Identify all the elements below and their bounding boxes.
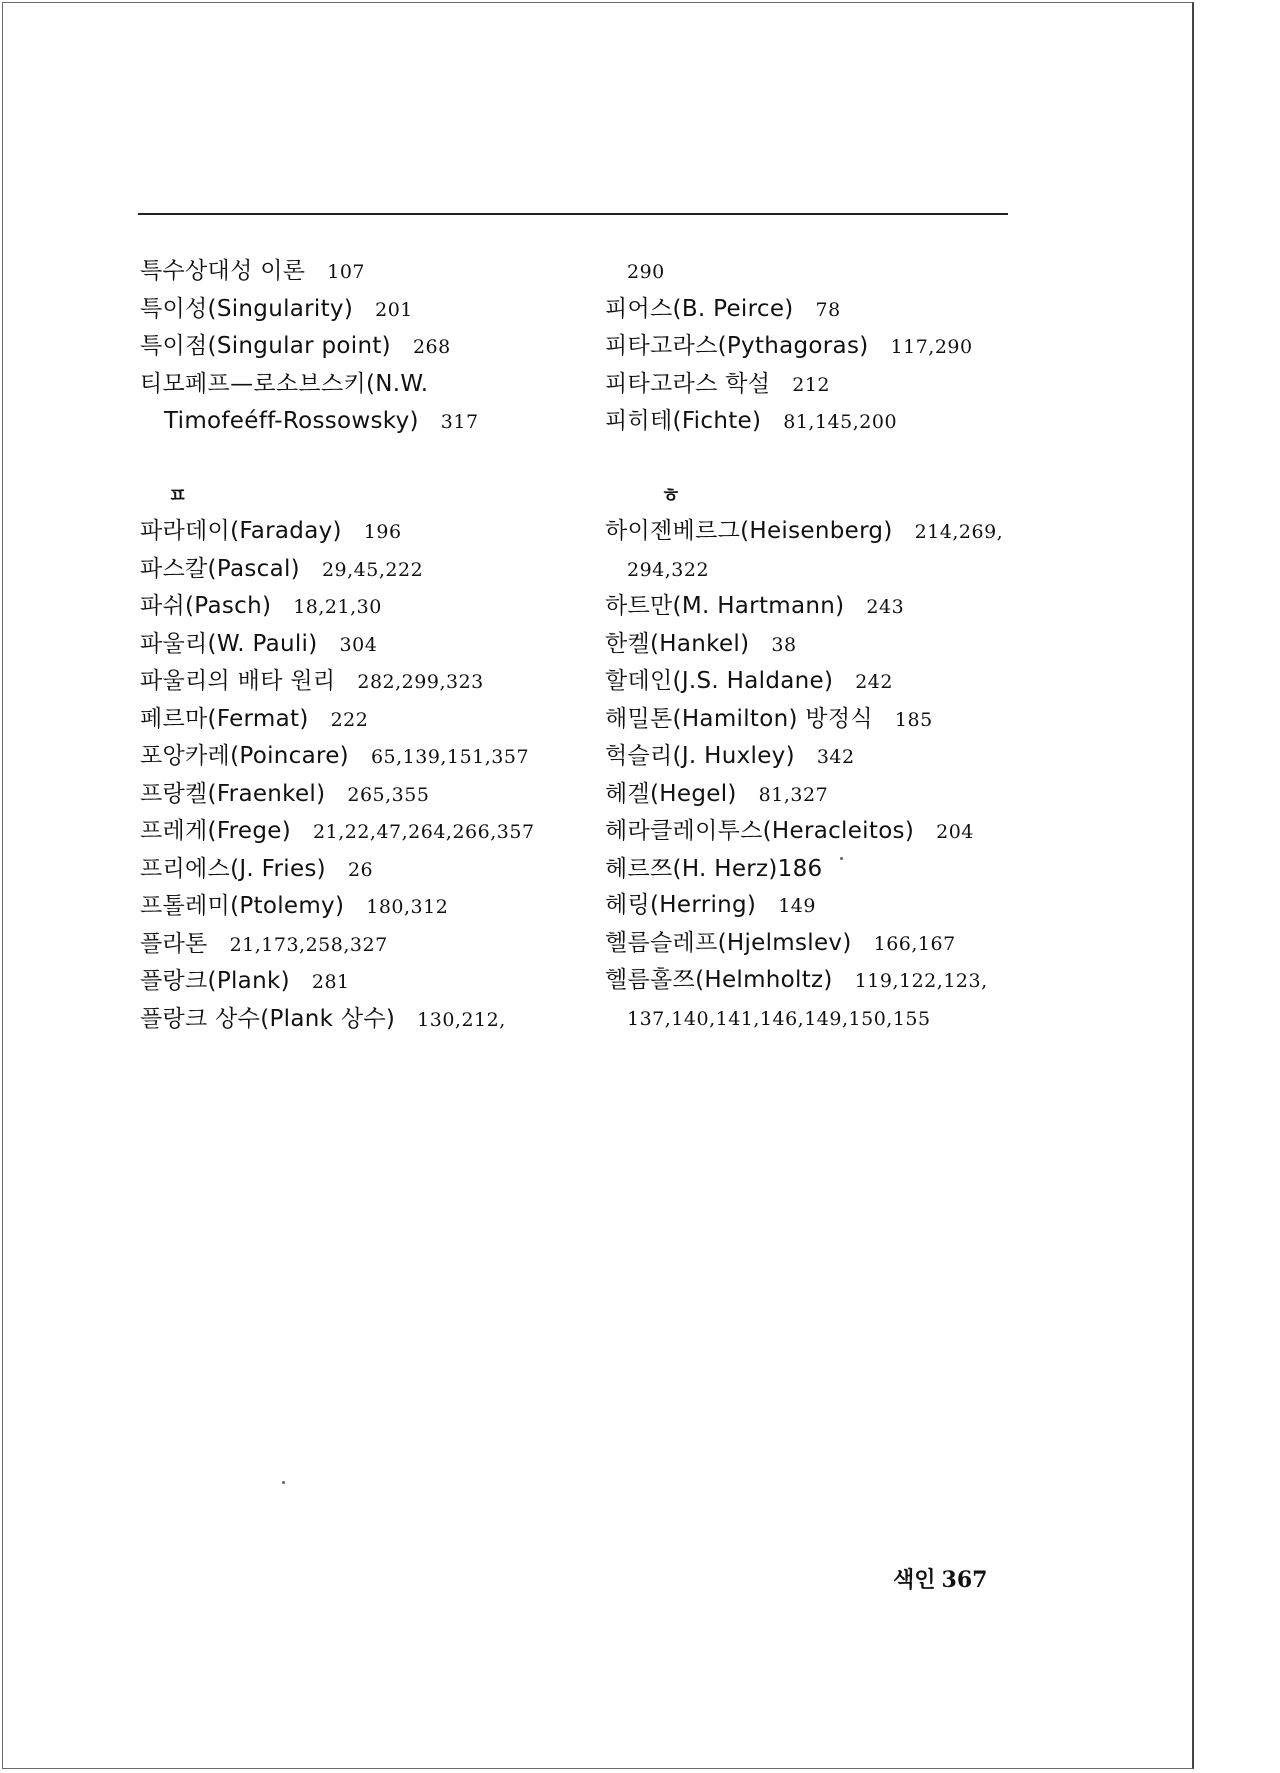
index-entry: 파울리의 배타 원리 282,299,323	[140, 668, 484, 694]
index-entry: 프랑켈(Fraenkel) 265,355	[140, 780, 430, 807]
header-rule	[138, 213, 1008, 215]
page-number: 367	[941, 1567, 988, 1593]
index-entry: 특수상대성 이론 107	[140, 258, 366, 284]
section-heading: ㅎ	[661, 482, 681, 507]
index-entry-continuation: 294,322	[627, 558, 710, 581]
index-entry: 특이점(Singular point) 268	[140, 333, 451, 359]
index-entry: 하이젠베르그(Heisenberg) 214,269,	[605, 518, 1004, 544]
index-entry: 헤겔(Hegel) 81,327	[605, 780, 829, 807]
index-entry-continuation: 137,140,141,146,149,150,155	[627, 1007, 931, 1030]
print-speck	[282, 1481, 285, 1484]
index-entry-continuation: Timofeéff-Rossowsky) 317	[164, 408, 479, 434]
index-entry: 티모페프—로소브스키(N.W.	[140, 370, 429, 397]
index-entry: 프리에스(J. Fries) 26	[140, 855, 374, 882]
section-heading: ㅍ	[168, 482, 188, 507]
index-entry: 헬름슬레프(Hjelmslev) 166,167	[605, 929, 956, 956]
index-entry: 페르마(Fermat) 222	[140, 705, 369, 732]
index-entry: 플랑크 상수(Plank 상수) 130,212,	[140, 1005, 506, 1032]
index-entry: 프레게(Frege) 21,22,47,264,266,357	[140, 818, 535, 844]
index-entry: 특이성(Singularity) 201	[140, 295, 413, 322]
folio-label: 색인	[893, 1568, 936, 1593]
index-column-left	[140, 253, 560, 1038]
index-entry: 헤라클레이투스(Heracleitos) 204	[605, 818, 974, 844]
index-entry: 헤링(Herring) 149	[605, 892, 816, 918]
index-entry: 플랑크(Plank) 281	[140, 968, 350, 994]
index-entry: 할데인(J.S. Haldane) 242	[605, 668, 893, 694]
print-speck	[840, 857, 843, 860]
page-folio	[893, 1563, 987, 1594]
index-entry: 헤르쯔(H. Herz)186	[605, 855, 823, 882]
index-entry: 파울리(W. Pauli) 304	[140, 630, 378, 657]
index-entry: 프톨레미(Ptolemy) 180,312	[140, 893, 449, 919]
index-column-right	[605, 253, 1045, 1037]
index-entry: 하트만(M. Hartmann) 243	[605, 593, 905, 619]
index-entry: 피히테(Fichte) 81,145,200	[605, 408, 898, 434]
index-entry: 피어스(B. Peirce) 78	[605, 295, 841, 322]
index-entry: 파쉬(Pasch) 18,21,30	[140, 593, 382, 619]
index-entry: 포앙카레(Poincare) 65,139,151,357	[140, 743, 530, 769]
index-entry: 피타고라스 학설 212	[605, 370, 831, 397]
index-entry: 해밀톤(Hamilton) 방정식 185	[605, 705, 933, 732]
index-entry: 헉슬리(J. Huxley) 342	[605, 743, 855, 769]
index-entry: 한켈(Hankel) 38	[605, 630, 797, 657]
index-entry: 플라톤 21,173,258,327	[140, 930, 388, 957]
index-entry: 파라데이(Faraday) 196	[140, 518, 402, 544]
index-entry: 파스칼(Pascal) 29,45,222	[140, 555, 424, 582]
index-entry: 헬름홀쯔(Helmholtz) 119,122,123,	[605, 967, 988, 993]
index-entry-continuation: 290	[627, 261, 665, 283]
index-entry: 피타고라스(Pythagoras) 117,290	[605, 333, 973, 359]
